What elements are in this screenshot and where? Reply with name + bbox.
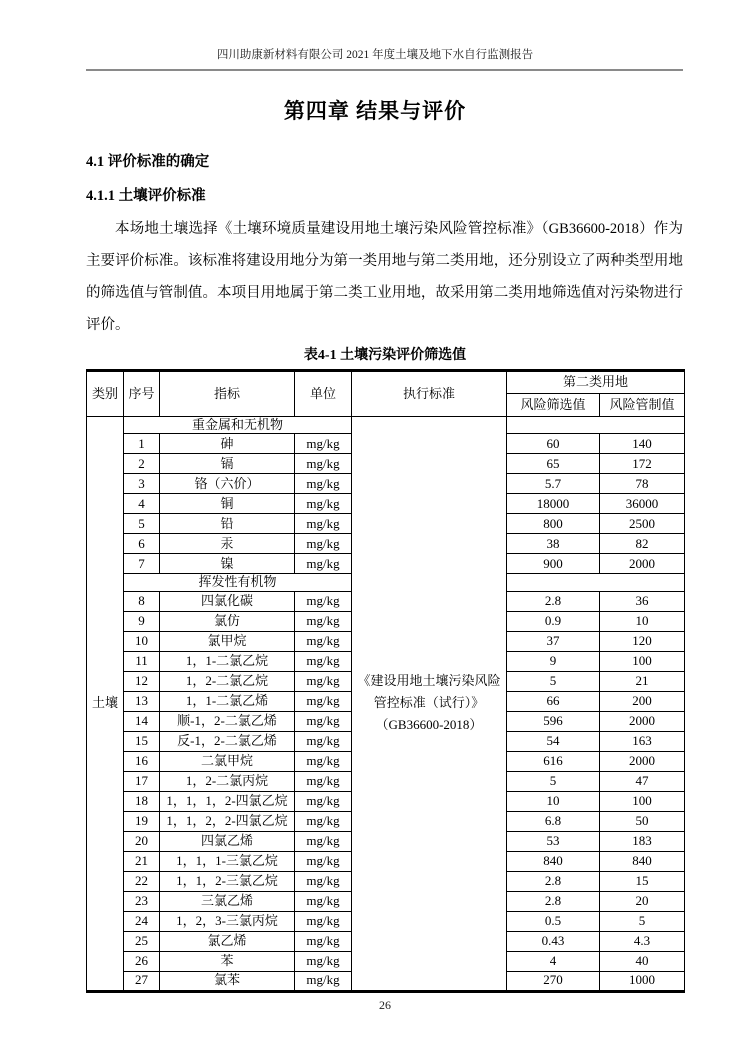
body-paragraph: 本场地土壤选择《土壤环境质量建设用地土壤污染风险管控标准》（GB36600-2018）作为主要评价标准。该标准将建设用地分为第一类用地与第二类用地，还分别设立了两种类型用地的筛选值与管制值。本项目用地属于第二类工业用地，故采用第二类用地筛选值对污染物进行评价。 (86, 221, 683, 333)
indicator-cell: 铜 (160, 494, 295, 514)
control-value-cell: 21 (600, 671, 685, 691)
standard-cell: 《建设用地土壤污染风险管控标准（试行）》（GB36600-2018） (352, 417, 507, 992)
row-no-cell: 11 (124, 651, 160, 671)
indicator-cell: 铬（六价） (160, 474, 295, 494)
indicator-cell: 汞 (160, 534, 295, 554)
indicator-cell: 铅 (160, 514, 295, 534)
table-caption: 表4-1 土壤污染评价筛选值 (303, 348, 467, 363)
unit-cell: mg/kg (295, 771, 352, 791)
control-value-cell: 10 (600, 611, 685, 631)
row-no-cell: 23 (124, 891, 160, 911)
row-no-cell: 21 (124, 851, 160, 871)
row-no-cell: 19 (124, 811, 160, 831)
category-cell: 土壤 (87, 417, 124, 992)
indicator-cell: 氯苯 (160, 971, 295, 991)
screening-value-cell: 270 (507, 971, 600, 991)
row-no-cell: 6 (124, 534, 160, 554)
unit-cell: mg/kg (295, 554, 352, 574)
control-value-cell: 172 (600, 454, 685, 474)
row-no-cell: 18 (124, 791, 160, 811)
control-value-cell: 2000 (600, 751, 685, 771)
screening-value-cell: 5.7 (507, 474, 600, 494)
group-header-cell: 重金属和无机物 (124, 417, 352, 434)
screening-value-cell: 2.8 (507, 891, 600, 911)
control-value-cell: 200 (600, 691, 685, 711)
indicator-cell: 1，2，3-三氯丙烷 (160, 911, 295, 931)
header-unit: 单位 (295, 371, 352, 417)
screening-value-cell: 4 (507, 951, 600, 971)
screening-value-cell: 18000 (507, 494, 600, 514)
screening-values-table (86, 369, 685, 993)
screening-value-cell: 66 (507, 691, 600, 711)
screening-value-cell: 596 (507, 711, 600, 731)
group-empty-cell (507, 574, 685, 591)
row-no-cell: 2 (124, 454, 160, 474)
control-value-cell: 82 (600, 534, 685, 554)
page-number: 26 (379, 997, 391, 1012)
indicator-cell: 氯甲烷 (160, 631, 295, 651)
section-heading-4-1-1: 4.1.1 土壤评价标准 (86, 188, 206, 204)
screening-value-cell: 0.43 (507, 931, 600, 951)
unit-cell: mg/kg (295, 911, 352, 931)
header-screening: 风险筛选值 (507, 394, 600, 417)
screening-value-cell: 37 (507, 631, 600, 651)
row-no-cell: 8 (124, 591, 160, 611)
control-value-cell: 2000 (600, 711, 685, 731)
unit-cell: mg/kg (295, 534, 352, 554)
screening-value-cell: 2.8 (507, 591, 600, 611)
indicator-cell: 1，1，1-三氯乙烷 (160, 851, 295, 871)
row-no-cell: 26 (124, 951, 160, 971)
control-value-cell: 1000 (600, 971, 685, 991)
indicator-cell: 苯 (160, 951, 295, 971)
unit-cell: mg/kg (295, 494, 352, 514)
control-value-cell: 163 (600, 731, 685, 751)
unit-cell: mg/kg (295, 631, 352, 651)
row-no-cell: 14 (124, 711, 160, 731)
unit-cell: mg/kg (295, 591, 352, 611)
indicator-cell: 1，1，2-三氯乙烷 (160, 871, 295, 891)
control-value-cell: 100 (600, 791, 685, 811)
screening-value-cell: 10 (507, 791, 600, 811)
screening-value-cell: 5 (507, 671, 600, 691)
header-rule (86, 69, 683, 71)
row-no-cell: 20 (124, 831, 160, 851)
screening-value-cell: 65 (507, 454, 600, 474)
screening-value-cell: 0.9 (507, 611, 600, 631)
control-value-cell: 40 (600, 951, 685, 971)
header-standard: 执行标准 (352, 371, 507, 417)
indicator-cell: 氯乙烯 (160, 931, 295, 951)
indicator-cell: 1，2-二氯丙烷 (160, 771, 295, 791)
control-value-cell: 183 (600, 831, 685, 851)
screening-value-cell: 53 (507, 831, 600, 851)
indicator-cell: 镉 (160, 454, 295, 474)
indicator-cell: 1，2-二氯乙烷 (160, 671, 295, 691)
group-header-cell: 挥发性有机物 (124, 574, 352, 591)
row-no-cell: 9 (124, 611, 160, 631)
indicator-cell: 1，1，2，2-四氯乙烷 (160, 811, 295, 831)
row-no-cell: 27 (124, 971, 160, 991)
unit-cell: mg/kg (295, 731, 352, 751)
header-indicator: 指标 (160, 371, 295, 417)
row-no-cell: 17 (124, 771, 160, 791)
control-value-cell: 2000 (600, 554, 685, 574)
row-no-cell: 22 (124, 871, 160, 891)
screening-value-cell: 0.5 (507, 911, 600, 931)
unit-cell: mg/kg (295, 931, 352, 951)
page-header-text: 四川助康新材料有限公司 2021 年度土壤及地下水自行监测报告 (216, 49, 534, 61)
indicator-cell: 氯仿 (160, 611, 295, 631)
control-value-cell: 140 (600, 434, 685, 454)
row-no-cell: 12 (124, 671, 160, 691)
unit-cell: mg/kg (295, 751, 352, 771)
row-no-cell: 7 (124, 554, 160, 574)
indicator-cell: 顺-1，2-二氯乙烯 (160, 711, 295, 731)
control-value-cell: 4.3 (600, 931, 685, 951)
table-header-row-1 (87, 371, 685, 394)
indicator-cell: 砷 (160, 434, 295, 454)
header-category: 类别 (87, 371, 124, 417)
row-no-cell: 1 (124, 434, 160, 454)
unit-cell: mg/kg (295, 871, 352, 891)
screening-value-cell: 2.8 (507, 871, 600, 891)
table-body (87, 417, 685, 992)
section-heading-4-1: 4.1 评价标准的确定 (86, 154, 210, 170)
row-no-cell: 5 (124, 514, 160, 534)
unit-cell: mg/kg (295, 811, 352, 831)
header-land-type: 第二类用地 (507, 371, 685, 394)
group-empty-cell (507, 417, 685, 434)
screening-value-cell: 840 (507, 851, 600, 871)
unit-cell: mg/kg (295, 791, 352, 811)
control-value-cell: 36000 (600, 494, 685, 514)
row-no-cell: 4 (124, 494, 160, 514)
control-value-cell: 78 (600, 474, 685, 494)
unit-cell: mg/kg (295, 671, 352, 691)
control-value-cell: 100 (600, 651, 685, 671)
unit-cell: mg/kg (295, 891, 352, 911)
screening-value-cell: 900 (507, 554, 600, 574)
unit-cell: mg/kg (295, 831, 352, 851)
screening-value-cell: 54 (507, 731, 600, 751)
control-value-cell: 120 (600, 631, 685, 651)
indicator-cell: 反-1，2-二氯乙烯 (160, 731, 295, 751)
screening-value-cell: 6.8 (507, 811, 600, 831)
unit-cell: mg/kg (295, 474, 352, 494)
unit-cell: mg/kg (295, 971, 352, 991)
control-value-cell: 15 (600, 871, 685, 891)
indicator-cell: 1，1，1，2-四氯乙烷 (160, 791, 295, 811)
unit-cell: mg/kg (295, 951, 352, 971)
indicator-cell: 四氯化碳 (160, 591, 295, 611)
control-value-cell: 5 (600, 911, 685, 931)
control-value-cell: 36 (600, 591, 685, 611)
control-value-cell: 20 (600, 891, 685, 911)
header-index: 序号 (124, 371, 160, 417)
unit-cell: mg/kg (295, 514, 352, 534)
unit-cell: mg/kg (295, 691, 352, 711)
control-value-cell: 840 (600, 851, 685, 871)
row-no-cell: 25 (124, 931, 160, 951)
row-no-cell: 3 (124, 474, 160, 494)
screening-value-cell: 800 (507, 514, 600, 534)
row-no-cell: 16 (124, 751, 160, 771)
screening-value-cell: 60 (507, 434, 600, 454)
indicator-cell: 四氯乙烯 (160, 831, 295, 851)
indicator-cell: 镍 (160, 554, 295, 574)
indicator-cell: 二氯甲烷 (160, 751, 295, 771)
unit-cell: mg/kg (295, 454, 352, 474)
screening-value-cell: 9 (507, 651, 600, 671)
control-value-cell: 2500 (600, 514, 685, 534)
row-no-cell: 13 (124, 691, 160, 711)
row-no-cell: 24 (124, 911, 160, 931)
screening-value-cell: 38 (507, 534, 600, 554)
unit-cell: mg/kg (295, 434, 352, 454)
unit-cell: mg/kg (295, 651, 352, 671)
unit-cell: mg/kg (295, 851, 352, 871)
unit-cell: mg/kg (295, 711, 352, 731)
row-no-cell: 10 (124, 631, 160, 651)
header-control: 风险管制值 (600, 394, 685, 417)
chapter-title: 第四章 结果与评价 (283, 99, 467, 123)
indicator-cell: 1，1-二氯乙烷 (160, 651, 295, 671)
row-no-cell: 15 (124, 731, 160, 751)
screening-value-cell: 5 (507, 771, 600, 791)
control-value-cell: 50 (600, 811, 685, 831)
table-group-row (87, 417, 685, 434)
control-value-cell: 47 (600, 771, 685, 791)
indicator-cell: 1，1-二氯乙烯 (160, 691, 295, 711)
indicator-cell: 三氯乙烯 (160, 891, 295, 911)
unit-cell: mg/kg (295, 611, 352, 631)
screening-value-cell: 616 (507, 751, 600, 771)
